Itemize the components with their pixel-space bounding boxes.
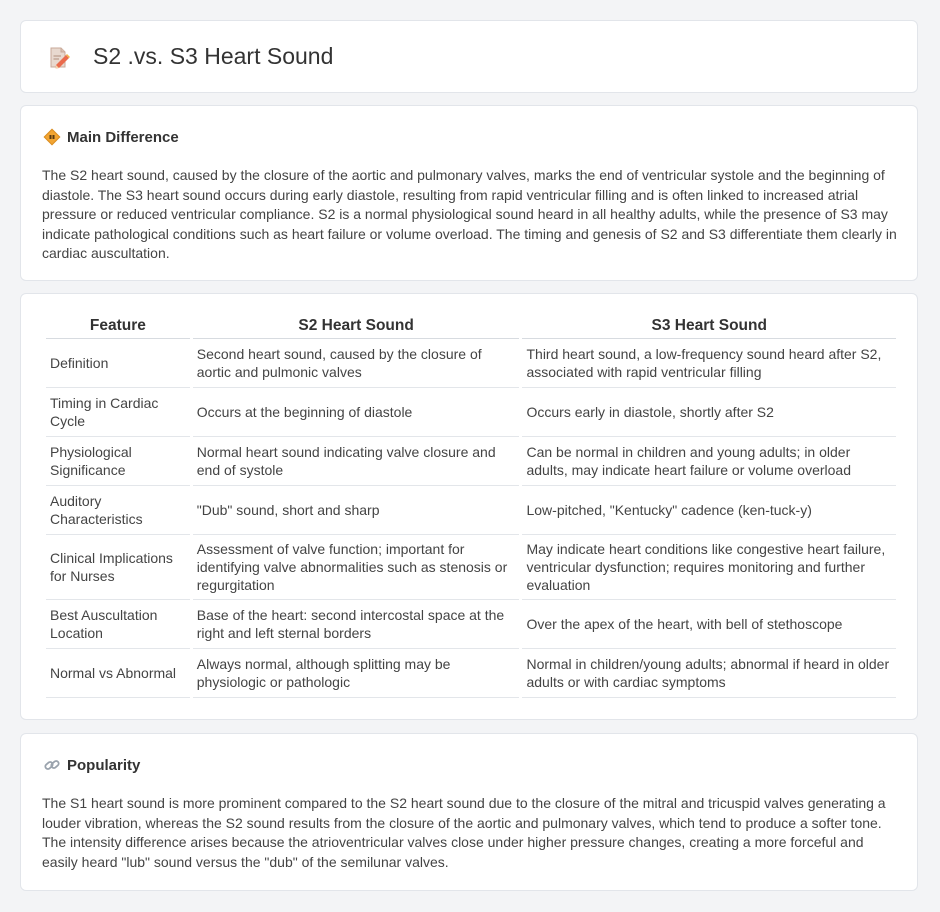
- s3-cell: Normal in children/young adults; abnormal if heard in older adults or with cardiac symptoms: [522, 649, 896, 698]
- main-difference-text: The S2 heart sound, caused by the closure of the aortic and pulmonary valves, marks the end of ventricular systole and the beginning of diastole. The S3 heart sound occurs during early diastole, resulting from rapid ventricular filling and is often linked to increased atrial pressure or reduced ventricular compliance. S2 is a normal physiological sound heard in all healthy adults, while the presence of S3 may indicate pathological conditions such as heart failure or volume overload. The timing and genesis of S2 and S3 differentiate them clearly in cardiac auscultation.: [42, 167, 897, 261]
- s2-cell: Always normal, although splitting may be physiologic or pathologic: [193, 649, 520, 698]
- table-row: [46, 437, 896, 486]
- popularity-text: The S1 heart sound is more prominent compared to the S2 heart sound due to the closure of the mitral and tricuspid valves generating a louder vibration, whereas the S2 sound results from the closure of the aortic and pulmonary valves, which tend to produce a softer tone. The intensity difference arises because the atrioventricular valves close under higher pressure changes, creating a more forceful and easily heard "lub" sound versus the "dub" of the semilunar valves.: [42, 795, 886, 870]
- column-header: Feature: [46, 314, 190, 339]
- comparison-card: [20, 293, 918, 720]
- feature-cell: Physiological Significance: [46, 437, 190, 486]
- s3-cell: May indicate heart conditions like congestive heart failure, ventricular dysfunction; requires monitoring and further evaluation: [522, 535, 896, 600]
- feature-cell: Auditory Characteristics: [46, 486, 190, 535]
- s3-cell: Third heart sound, a low-frequency sound heard after S2, associated with rapid ventricular filling: [522, 339, 896, 388]
- page-title: S2 .vs. S3 Heart Sound: [93, 43, 334, 69]
- table-row: [46, 388, 896, 437]
- s3-cell: Low-pitched, "Kentucky" cadence (ken-tuck-y): [522, 486, 896, 535]
- link-icon: [43, 756, 61, 774]
- s2-cell: Assessment of valve function; important for identifying valve abnormalities such as stenosis or regurgitation: [193, 535, 520, 600]
- popularity-title: Popularity: [67, 756, 141, 774]
- table-row: [46, 649, 896, 698]
- feature-cell: Definition: [46, 339, 190, 388]
- popularity-card: [20, 733, 918, 891]
- main-difference-card: [20, 105, 918, 281]
- column-header: S2 Heart Sound: [193, 314, 520, 339]
- document-pencil-icon: [48, 46, 70, 70]
- table-row: [46, 535, 896, 600]
- s3-cell: Occurs early in diastole, shortly after S2: [522, 388, 896, 437]
- popularity-heading: [43, 756, 140, 774]
- s2-cell: "Dub" sound, short and sharp: [193, 486, 520, 535]
- comparison-table: [43, 314, 899, 698]
- table-header-row: [46, 314, 896, 339]
- main-difference-title: Main Difference: [67, 128, 179, 146]
- s3-cell: Over the apex of the heart, with bell of stethoscope: [522, 600, 896, 649]
- diamond-sign-icon: [43, 128, 61, 146]
- table-row: [46, 339, 896, 388]
- feature-cell: Timing in Cardiac Cycle: [46, 388, 190, 437]
- table-row: [46, 600, 896, 649]
- feature-cell: Clinical Implications for Nurses: [46, 535, 190, 600]
- s3-cell: Can be normal in children and young adults; in older adults, may indicate heart failure or volume overload: [522, 437, 896, 486]
- column-header: S3 Heart Sound: [522, 314, 896, 339]
- s2-cell: Occurs at the beginning of diastole: [193, 388, 520, 437]
- feature-cell: Normal vs Abnormal: [46, 649, 190, 698]
- s2-cell: Base of the heart: second intercostal space at the right and left sternal borders: [193, 600, 520, 649]
- s2-cell: Normal heart sound indicating valve closure and end of systole: [193, 437, 520, 486]
- feature-cell: Best Auscultation Location: [46, 600, 190, 649]
- title-card: [20, 20, 918, 93]
- table-row: [46, 486, 896, 535]
- s2-cell: Second heart sound, caused by the closure of aortic and pulmonic valves: [193, 339, 520, 388]
- main-difference-heading: [43, 128, 179, 146]
